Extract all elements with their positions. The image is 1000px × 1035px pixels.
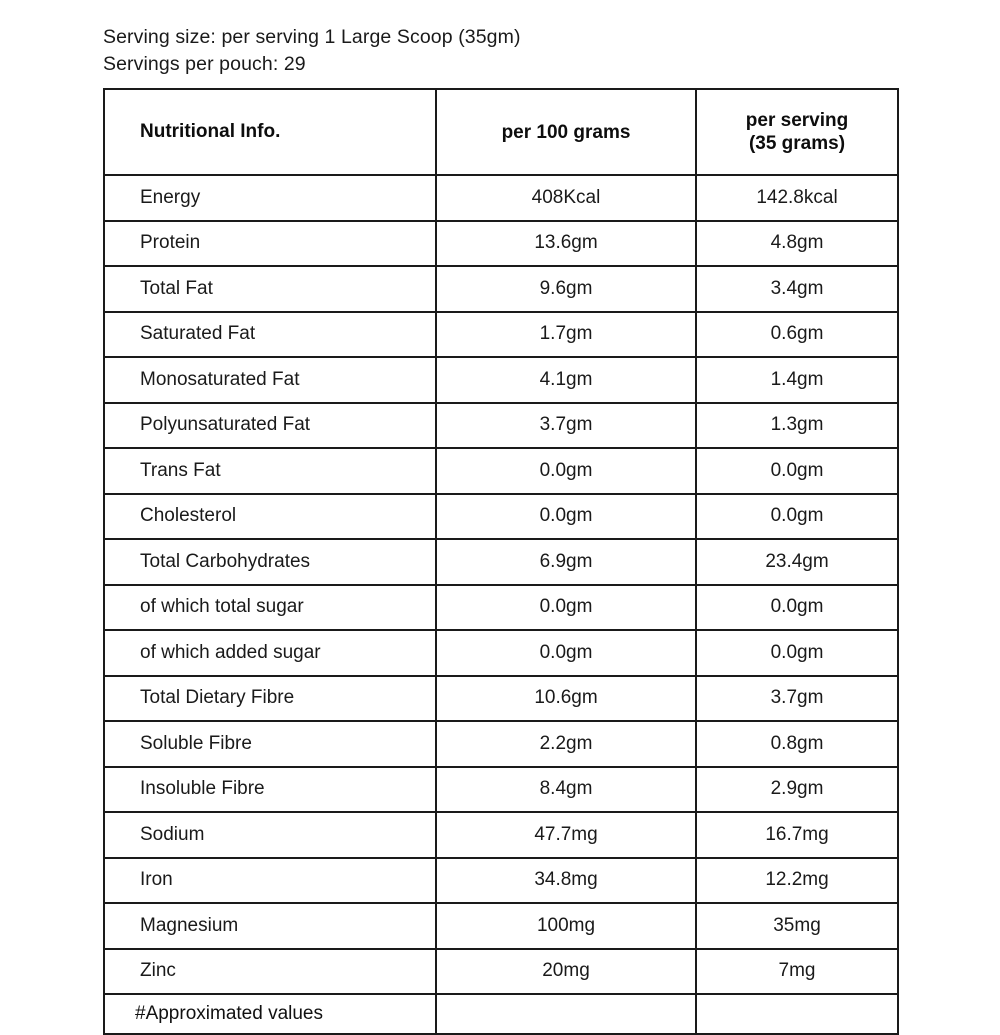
table-row [104, 448, 898, 494]
footnote-value-per-serving [696, 994, 898, 1034]
nutrient-name: Zinc [104, 949, 436, 995]
footnote-text: #Approximated values [104, 994, 436, 1034]
table-header-row [104, 89, 898, 175]
value-per-100g: 20mg [436, 949, 696, 995]
column-header-per-100-grams: per 100 grams [436, 89, 696, 175]
table-row [104, 312, 898, 358]
value-per-100g: 100mg [436, 903, 696, 949]
table-footnote-row [104, 994, 898, 1034]
serving-info-block [103, 24, 521, 78]
value-per-serving: 1.3gm [696, 403, 898, 449]
value-per-serving: 35mg [696, 903, 898, 949]
table-row [104, 266, 898, 312]
nutrient-name: of which added sugar [104, 630, 436, 676]
servings-per-pouch-text: Servings per pouch: 29 [103, 53, 306, 75]
nutrient-name: Energy [104, 175, 436, 221]
table-row [104, 585, 898, 631]
nutrient-name: of which total sugar [104, 585, 436, 631]
serving-size-text: Serving size: per serving 1 Large Scoop (35gm) [103, 26, 521, 48]
value-per-serving: 12.2mg [696, 858, 898, 904]
value-per-100g: 2.2gm [436, 721, 696, 767]
nutrient-name: Insoluble Fibre [104, 767, 436, 813]
table-row [104, 630, 898, 676]
value-per-serving: 0.0gm [696, 448, 898, 494]
value-per-100g: 9.6gm [436, 266, 696, 312]
nutrient-name: Magnesium [104, 903, 436, 949]
nutrient-name: Total Dietary Fibre [104, 676, 436, 722]
value-per-100g: 1.7gm [436, 312, 696, 358]
table-row [104, 175, 898, 221]
value-per-100g: 10.6gm [436, 676, 696, 722]
value-per-serving: 3.7gm [696, 676, 898, 722]
value-per-100g: 3.7gm [436, 403, 696, 449]
table-row [104, 903, 898, 949]
nutrient-name: Sodium [104, 812, 436, 858]
table-row [104, 494, 898, 540]
table-row [104, 721, 898, 767]
value-per-100g: 0.0gm [436, 448, 696, 494]
table-body [104, 175, 898, 1034]
value-per-serving: 16.7mg [696, 812, 898, 858]
value-per-100g: 4.1gm [436, 357, 696, 403]
value-per-100g: 408Kcal [436, 175, 696, 221]
value-per-serving: 1.4gm [696, 357, 898, 403]
table-row [104, 221, 898, 267]
nutrient-name: Protein [104, 221, 436, 267]
value-per-100g: 47.7mg [436, 812, 696, 858]
nutrient-name: Total Fat [104, 266, 436, 312]
value-per-serving: 0.0gm [696, 494, 898, 540]
value-per-serving: 0.0gm [696, 585, 898, 631]
column-header-nutrient: Nutritional Info. [104, 89, 436, 175]
value-per-100g: 0.0gm [436, 494, 696, 540]
nutrition-facts-table [103, 88, 899, 1035]
table-row [104, 539, 898, 585]
nutrient-name: Soluble Fibre [104, 721, 436, 767]
column-header-per-serving-line2: (35 grams) [748, 133, 846, 154]
value-per-serving: 0.8gm [696, 721, 898, 767]
value-per-100g: 6.9gm [436, 539, 696, 585]
table-row [104, 949, 898, 995]
value-per-100g: 13.6gm [436, 221, 696, 267]
table-row [104, 403, 898, 449]
nutrient-name: Trans Fat [104, 448, 436, 494]
column-header-per-serving [696, 89, 898, 175]
value-per-serving: 0.0gm [696, 630, 898, 676]
value-per-100g: 0.0gm [436, 630, 696, 676]
value-per-serving: 142.8kcal [696, 175, 898, 221]
nutrient-name: Iron [104, 858, 436, 904]
table-row [104, 858, 898, 904]
nutrient-name: Saturated Fat [104, 312, 436, 358]
nutrient-name: Cholesterol [104, 494, 436, 540]
column-header-per-serving-line1: per serving [745, 110, 849, 131]
value-per-serving: 4.8gm [696, 221, 898, 267]
footnote-value-per-100g [436, 994, 696, 1034]
value-per-serving: 3.4gm [696, 266, 898, 312]
table-row [104, 767, 898, 813]
value-per-serving: 23.4gm [696, 539, 898, 585]
nutrient-name: Monosaturated Fat [104, 357, 436, 403]
nutrient-name: Polyunsaturated Fat [104, 403, 436, 449]
value-per-100g: 34.8mg [436, 858, 696, 904]
value-per-serving: 7mg [696, 949, 898, 995]
table-row [104, 812, 898, 858]
value-per-serving: 2.9gm [696, 767, 898, 813]
value-per-100g: 0.0gm [436, 585, 696, 631]
value-per-100g: 8.4gm [436, 767, 696, 813]
value-per-serving: 0.6gm [696, 312, 898, 358]
nutrient-name: Total Carbohydrates [104, 539, 436, 585]
table-row [104, 676, 898, 722]
table-row [104, 357, 898, 403]
